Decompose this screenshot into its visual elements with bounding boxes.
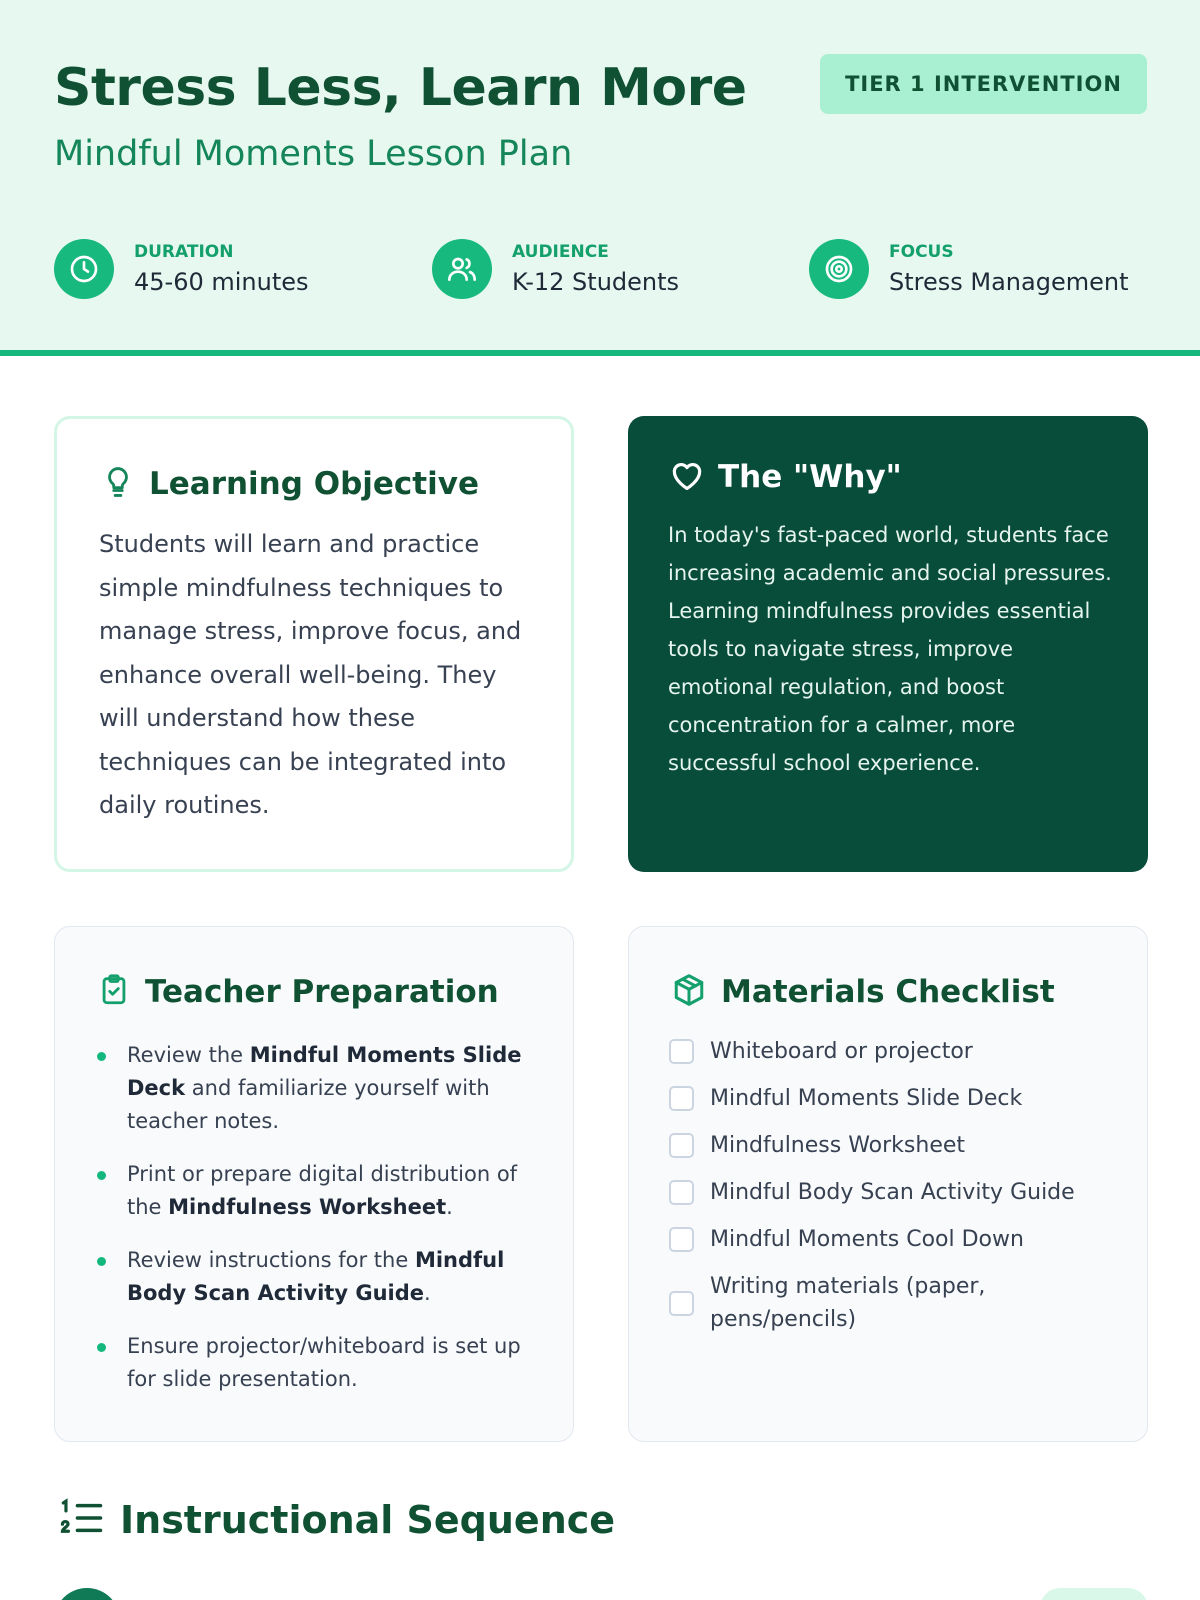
material-item bbox=[669, 1082, 1109, 1115]
material-checkbox[interactable] bbox=[669, 1227, 694, 1252]
why-card bbox=[628, 416, 1148, 872]
meta-audience bbox=[432, 239, 679, 299]
meta-duration bbox=[54, 239, 309, 299]
prep-card bbox=[54, 926, 574, 1442]
material-checkbox[interactable] bbox=[669, 1086, 694, 1111]
material-label: Whiteboard or projector bbox=[710, 1039, 973, 1064]
prep-item: Review instructions for the Mindful Body Scan Activity Guide. bbox=[97, 1244, 537, 1310]
lesson-header bbox=[0, 0, 1200, 356]
why-title: The "Why" bbox=[718, 459, 902, 495]
material-checkbox[interactable] bbox=[669, 1291, 694, 1316]
material-item bbox=[669, 1129, 1109, 1162]
material-item bbox=[669, 1223, 1109, 1256]
lightbulb-icon bbox=[101, 463, 135, 505]
meta-value: K-12 Students bbox=[512, 268, 680, 296]
material-checkbox[interactable] bbox=[669, 1133, 694, 1158]
why-header bbox=[668, 456, 902, 498]
prep-header bbox=[97, 971, 499, 1013]
meta-value: 45-60 minutes bbox=[134, 268, 309, 296]
sequence-header bbox=[58, 1496, 615, 1544]
list-ordered-icon bbox=[58, 1496, 104, 1544]
materials-card bbox=[628, 926, 1148, 1442]
material-label: Mindful Moments Cool Down bbox=[710, 1227, 1024, 1252]
materials-title: Materials Checklist bbox=[721, 974, 1055, 1010]
heart-icon bbox=[668, 456, 706, 498]
materials-list bbox=[669, 1035, 1109, 1350]
step-duration-pill bbox=[1040, 1588, 1148, 1600]
material-item bbox=[669, 1176, 1109, 1209]
material-checkbox[interactable] bbox=[669, 1180, 694, 1205]
page-title: Stress Less, Learn More bbox=[54, 58, 747, 118]
target-icon bbox=[809, 239, 869, 299]
objective-text: Students will learn and practice simple mindfulness techniques to manage stress, improve focus, and enhance overall well-being. They will understand how these techniques can be integrated into daily routines. bbox=[99, 530, 522, 819]
prep-item: Print or prepare digital distribution of the Mindfulness Worksheet. bbox=[97, 1158, 537, 1224]
material-label: Mindfulness Worksheet bbox=[710, 1133, 966, 1158]
prep-item: Ensure projector/whiteboard is set up for slide presentation. bbox=[97, 1330, 537, 1396]
material-label: Mindful Body Scan Activity Guide bbox=[710, 1180, 1075, 1205]
meta-focus bbox=[809, 239, 1128, 299]
prep-item: Review the Mindful Moments Slide Deck and familiarize yourself with teacher notes. bbox=[97, 1039, 537, 1138]
meta-value: Stress Management bbox=[889, 268, 1129, 296]
meta-label: FOCUS bbox=[889, 242, 954, 262]
material-label: Writing materials (paper, pens/pencils) bbox=[710, 1274, 986, 1332]
step-number-circle bbox=[54, 1588, 120, 1600]
material-checkbox[interactable] bbox=[669, 1039, 694, 1064]
clock-icon bbox=[54, 239, 114, 299]
material-item bbox=[669, 1270, 1109, 1336]
sequence-title: Instructional Sequence bbox=[120, 1498, 616, 1542]
objective-header bbox=[101, 463, 479, 505]
meta-label: DURATION bbox=[134, 242, 234, 262]
clipboard-check-icon bbox=[97, 971, 131, 1013]
prep-list bbox=[97, 1039, 537, 1416]
why-text: In today's fast-paced world, students face increasing academic and social pressures. Learning mindfulness provides essential tools to navigate stress, improve emotional regulation, and boost concentration for a calmer, more successful school experience. bbox=[668, 523, 1112, 775]
meta-label: AUDIENCE bbox=[512, 242, 609, 262]
box-icon bbox=[671, 971, 707, 1013]
objective-title: Learning Objective bbox=[149, 466, 479, 502]
prep-title: Teacher Preparation bbox=[145, 974, 499, 1010]
users-icon bbox=[432, 239, 492, 299]
page-subtitle: Mindful Moments Lesson Plan bbox=[54, 134, 573, 174]
objective-card bbox=[54, 416, 574, 872]
tier-badge: TIER 1 INTERVENTION bbox=[820, 54, 1147, 114]
material-item bbox=[669, 1035, 1109, 1068]
materials-header bbox=[671, 971, 1055, 1013]
material-label: Mindful Moments Slide Deck bbox=[710, 1086, 1023, 1111]
